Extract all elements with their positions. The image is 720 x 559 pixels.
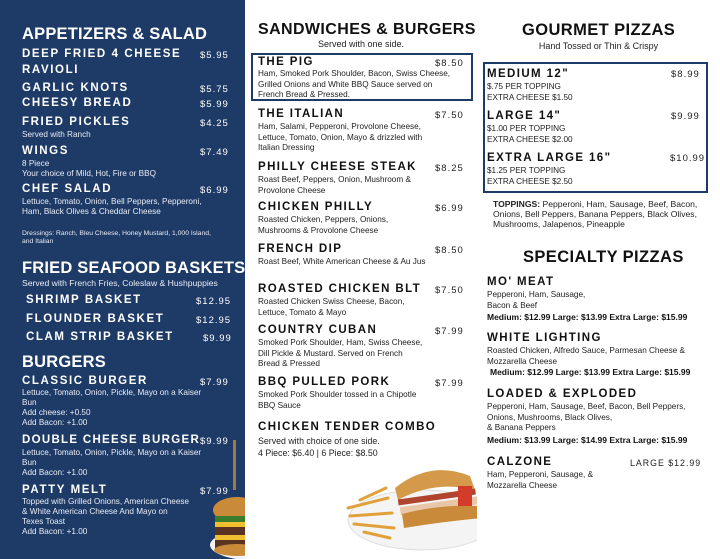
item-desc: Ham, Pepperoni, Sausage, & Mozzarella Cheese <box>487 470 594 490</box>
size-price: $10.99 <box>670 153 706 164</box>
item-name: CHEF SALAD <box>22 183 113 195</box>
toppings-label: TOPPINGS: <box>493 199 541 209</box>
item-desc: Served with Ranch <box>22 130 91 139</box>
left-panel <box>0 0 245 559</box>
section-title-gourmet-pizzas: GOURMET PIZZAS <box>522 21 676 39</box>
item-name: CHICKEN TENDER COMBO <box>258 421 437 433</box>
item-price: $8.25 <box>435 163 464 174</box>
item-name: CHEESY BREAD <box>22 97 133 109</box>
item-name: PATTY MELT <box>22 484 108 496</box>
item-desc: Lettuce, Tomato, Onion, Pickle, Mayo on a Kaiser Bun Add Bacon: +1.00 <box>22 448 202 477</box>
right-panel <box>477 0 720 559</box>
size-name: LARGE 14" <box>487 110 562 122</box>
section-title-fried-seafood: FRIED SEAFOOD BASKETS <box>22 259 245 277</box>
item-price: $4.25 <box>200 118 229 129</box>
burger-image <box>205 440 245 559</box>
item-price: $7.50 <box>435 110 464 121</box>
item-name: FRENCH DIP <box>258 243 343 255</box>
size-name: MEDIUM 12" <box>487 68 570 80</box>
section-subtitle: Served with one side. <box>317 39 405 49</box>
item-price: $7.99 <box>435 326 464 337</box>
item-price: $7.49 <box>200 147 229 158</box>
item-desc: Roasted Chicken, Alfredo Sauce, Parmesan Cheese & Mozzarella Cheese <box>487 346 685 366</box>
item-prices: Medium: $12.99 Large: $13.99 Extra Large: $15.99 <box>487 312 688 322</box>
item-name: FLOUNDER BASKET <box>26 313 165 325</box>
sandwich-fries-image <box>340 458 495 558</box>
section-title-appetizers: APPETIZERS & SALAD <box>22 25 208 43</box>
toppings-text: Pepperoni, Ham, Sausage, Beef, Bacon, Onions, Bell Peppers, Banana Peppers, Black Olives, Mushrooms, Jalapenos, Pineapple <box>493 199 698 229</box>
item-desc: Lettuce, Tomato, Onion, Pickle, Mayo on a Kaiser Bun Add cheese: +0.50 Add Bacon: +1.00 <box>22 388 202 427</box>
item-desc: Smoked Pork Shoulder tossed in a Chipotle BBQ Sauce <box>258 390 417 410</box>
item-name: ROASTED CHICKEN BLT <box>258 283 422 295</box>
item-desc: Pepperoni, Ham, Sausage, Beef, Bacon, Bell Peppers, Onions, Mushrooms, Black Olives, & Banana Peppers <box>487 402 686 432</box>
extra-cheese-price: EXTRA CHEESE $2.00 <box>487 135 573 144</box>
item-name: CHICKEN PHILLY <box>258 201 374 213</box>
item-desc: Topped with Grilled Onions, American Cheese & White American Cheese And Mayo on Texes Toast Add Bacon: +1.00 <box>22 497 190 536</box>
item-desc: 8 Piece Your choice of Mild, Hot, Fire or BBQ <box>22 159 156 178</box>
item-price: $12.95 <box>196 315 232 326</box>
item-price: $12.95 <box>196 296 232 307</box>
item-desc: Roast Beef, Peppers, Onion, Mushroom & Provolone Cheese <box>258 175 411 195</box>
item-desc: Pepperoni, Ham, Sausage, Bacon & Beef <box>487 290 586 310</box>
item-name: FRIED PICKLES <box>22 116 131 128</box>
section-subtitle: Hand Tossed or Thin & Crispy <box>538 41 659 51</box>
middle-panel <box>245 0 477 559</box>
item-price: $7.99 <box>200 377 229 388</box>
item-desc: Ham, Smoked Pork Shoulder, Bacon, Swiss Cheese, Grilled Onions and White BBQ Sauce served on French Bread & Pressed. <box>258 69 451 99</box>
section-title-specialty-pizzas: SPECIALTY PIZZAS <box>523 248 684 266</box>
toppings-list <box>493 199 715 229</box>
item-name: WINGS <box>22 145 69 157</box>
item-price: $5.95 <box>200 50 229 61</box>
item-prices: Medium: $12.99 Large: $13.99 Extra Large: $15.99 <box>490 367 691 377</box>
item-name: LOADED & EXPLODED <box>487 388 638 400</box>
item-desc: Roasted Chicken, Peppers, Onions, Mushrooms & Provolone Cheese <box>258 215 389 235</box>
item-price: $8.50 <box>435 58 464 69</box>
extra-cheese-price: EXTRA CHEESE $2.50 <box>487 177 573 186</box>
item-price: $8.50 <box>435 245 464 256</box>
item-name: BBQ PULLED PORK <box>258 376 391 388</box>
item-price: $6.99 <box>435 203 464 214</box>
item-desc: Roasted Chicken Swiss Cheese, Bacon, Lettuce, Tomato & Mayo <box>258 297 405 317</box>
topping-price: $1.25 PER TOPPING <box>487 166 566 175</box>
item-price: $5.99 <box>200 99 229 110</box>
section-title-burgers: BURGERS <box>22 353 106 371</box>
item-note: Dressings: Ranch, Bleu Cheese, Honey Mustard, 1,000 Island, and Italian <box>22 230 211 245</box>
item-price: $6.99 <box>200 185 229 196</box>
topping-price: $.75 PER TOPPING <box>487 82 561 91</box>
item-name: MO' MEAT <box>487 276 555 288</box>
item-price: $7.50 <box>435 285 464 296</box>
size-price: $9.99 <box>671 111 700 122</box>
item-name: DEEP FRIED 4 CHEESE <box>22 48 182 60</box>
item-desc: Smoked Pork Shoulder, Ham, Swiss Cheese, Dill Pickle & Mustard. Served on French Bread & Pressed <box>258 338 423 368</box>
size-name: EXTRA LARGE 16" <box>487 152 612 164</box>
extra-cheese-price: EXTRA CHEESE $1.50 <box>487 93 573 102</box>
item-name: DOUBLE CHEESE BURGER <box>22 434 201 446</box>
item-price: LARGE $12.99 <box>630 458 702 468</box>
item-price: $9.99 <box>203 333 232 344</box>
item-desc: Ham, Salami, Pepperoni, Provolone Cheese, Lettuce, Tomato, Onion, Mayo & drizzled with Italian Dressing <box>258 122 423 152</box>
item-name: GARLIC KNOTS <box>22 82 129 94</box>
item-name: THE ITALIAN <box>258 108 345 120</box>
item-desc: Lettuce, Tomato, Onion, Bell Peppers, Pepperoni, Ham, Black Olives & Cheddar Cheese <box>22 197 202 216</box>
topping-price: $1.00 PER TOPPING <box>487 124 566 133</box>
section-title-sandwiches: SANDWICHES & BURGERS <box>258 21 476 38</box>
section-subtitle: Served with French Fries, Coleslaw & Hushpuppies <box>22 278 218 288</box>
item-price: $7.99 <box>200 486 229 497</box>
item-prices: Medium: $13.99 Large: $14.99 Extra Large: $15.99 <box>487 435 688 445</box>
item-name: COUNTRY CUBAN <box>258 324 378 336</box>
item-name: CLASSIC BURGER <box>22 375 148 387</box>
item-desc: Served with choice of one side. 4 Piece: $6.40 | 6 Piece: $8.50 <box>258 436 380 458</box>
item-price: $9.99 <box>200 436 229 447</box>
item-name: SHRIMP BASKET <box>26 294 142 306</box>
item-price: $5.75 <box>200 84 229 95</box>
item-name: CLAM STRIP BASKET <box>26 331 174 343</box>
item-name: RAVIOLI <box>22 64 79 76</box>
size-price: $8.99 <box>671 69 700 80</box>
item-desc: Roast Beef, White American Cheese & Au Jus <box>258 257 426 266</box>
item-price: $7.99 <box>435 378 464 389</box>
item-name: WHITE LIGHTING <box>487 332 602 344</box>
item-name: CALZONE <box>487 456 553 468</box>
item-name: THE PIG <box>258 56 314 68</box>
item-name: PHILLY CHEESE STEAK <box>258 161 417 173</box>
